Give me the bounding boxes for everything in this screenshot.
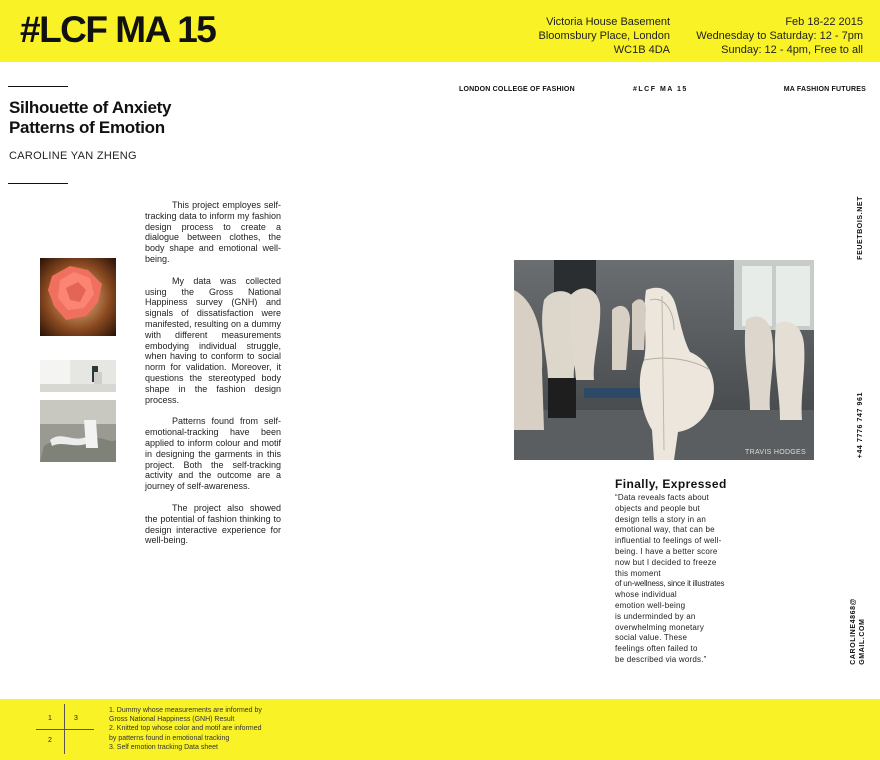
image-grid-number: 3 xyxy=(74,715,78,722)
quote-line: “Data reveals facts about xyxy=(615,493,709,502)
image-captions xyxy=(109,706,262,752)
quote-line: social value. These xyxy=(615,633,688,643)
title-rule-bottom xyxy=(8,183,68,184)
description-paragraph: Patterns found from self-emotional-tracking have been applied to inform colour and motif in designing the garments in this project. Both the self-tracking activity and the outcome are a journey of self-awareness. xyxy=(145,416,281,492)
quote-line: is underminded by an xyxy=(615,611,696,621)
project-description xyxy=(145,200,281,557)
data-sheet-image xyxy=(40,400,116,462)
course-label: MA FASHION FUTURES xyxy=(783,86,866,93)
college-label: LONDON COLLEGE OF FASHION xyxy=(459,86,575,93)
event-dates xyxy=(696,15,863,57)
quote-line: objects and people but xyxy=(615,503,700,513)
quote-line: feelings often failed to xyxy=(615,644,698,654)
quote-line: influential to feelings of well- xyxy=(615,536,722,546)
venue-line: WC1B 4DA xyxy=(613,44,670,56)
knitted-top-image xyxy=(40,258,116,336)
designer-quote xyxy=(615,493,733,666)
caption-line: Gross National Happiness (GNH) Result xyxy=(109,716,235,724)
dummy-detail-image xyxy=(40,360,116,392)
date-line: Sunday: 12 - 4pm, Free to all xyxy=(721,44,863,56)
title-line: Patterns of Emotion xyxy=(9,118,165,137)
description-paragraph: My data was collected using the Gross National Happiness survey (GNH) and signals of dissatisfaction were manifested, resulting on a dummy with different measurements embodying individual struggle, when having to conform to social norm for validation. Moreover, it questions the stereotyped body shape in the fashion design process. xyxy=(145,275,281,405)
hashtag-label: #LCF MA 15 xyxy=(633,86,688,93)
grid-divider-horizontal xyxy=(36,729,94,730)
email-line: CAROLINE4868@ xyxy=(850,598,857,665)
image-grid-number: 1 xyxy=(48,715,52,722)
date-line: Wednesday to Saturday: 12 - 7pm xyxy=(696,30,863,42)
quote-line: whose individual xyxy=(615,590,677,600)
quote-line: emotion well-being xyxy=(615,600,686,610)
image-grid-number: 2 xyxy=(48,737,52,744)
venue-line: Victoria House Basement xyxy=(546,16,670,28)
event-logo: #LCF MA 15 xyxy=(20,9,216,50)
website-link[interactable]: FEUETBOIS.NET xyxy=(857,196,864,260)
description-paragraph: The project also showed the potential of fashion thinking to design interactive experience for well-being. xyxy=(145,502,281,546)
quote-line: being. I have a better score xyxy=(615,546,718,556)
author-name: CAROLINE YAN ZHENG xyxy=(9,150,137,162)
caption-line: by patterns found in emotional tracking xyxy=(109,734,230,742)
photo-credit: TRAVIS HODGES xyxy=(745,449,806,456)
dummies-photo xyxy=(514,260,814,460)
grid-divider-vertical xyxy=(64,704,65,754)
caption-line: 3. Self emotion tracking Data sheet xyxy=(109,743,218,751)
venue-line: Bloomsbury Place, London xyxy=(538,30,670,42)
quote-line: be described via words.” xyxy=(615,654,707,664)
quote-line: design tells a story in an xyxy=(615,514,707,524)
quote-line: emotional way, that can be xyxy=(615,525,715,535)
project-title xyxy=(9,98,171,138)
venue-address xyxy=(539,15,670,57)
email-address[interactable] xyxy=(849,598,867,665)
quote-heading: Finally, Expressed xyxy=(615,477,727,491)
title-line: Silhouette of Anxiety xyxy=(9,98,172,117)
title-rule-top xyxy=(8,86,68,87)
quote-line: overwhelming monetary xyxy=(615,622,705,632)
caption-line: 2. Knitted top whose color and motif are informed xyxy=(109,725,262,733)
quote-line: now but I decided to freeze xyxy=(615,557,717,567)
date-line: Feb 18-22 2015 xyxy=(785,16,863,28)
caption-line: 1. Dummy whose measurements are informed by xyxy=(109,707,262,714)
description-paragraph: This project employes self-tracking data to inform my fashion design process to create a dialogue between clothes, the body shape and emotional well-being. xyxy=(145,200,281,264)
phone-number: +44 7776 747 961 xyxy=(857,392,864,459)
email-line: GMAIL.COM xyxy=(859,618,866,665)
quote-line: this moment xyxy=(615,568,661,578)
quote-line: of un-wellness, since it illustrates xyxy=(615,579,725,589)
